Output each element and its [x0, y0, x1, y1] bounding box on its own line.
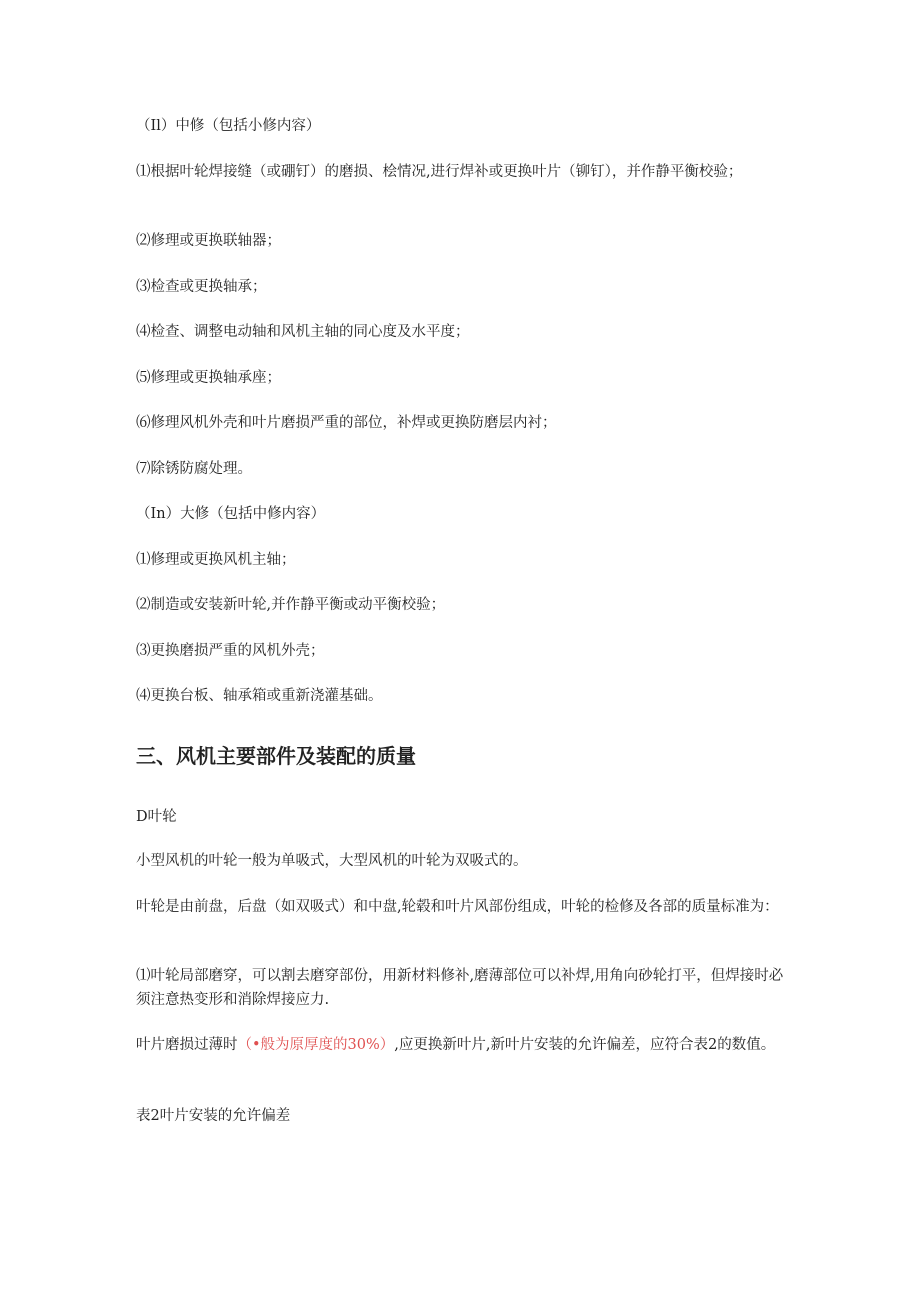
- blade-thickness-note: （•般为原厚度的30%）: [237, 1037, 395, 1053]
- impeller-subtitle: D叶轮: [136, 809, 177, 825]
- medium-repair-item-5: ⑸修理或更换轴承座；: [136, 370, 281, 386]
- major-repair-item-3: ⑶更换磨损严重的风机外壳；: [136, 643, 325, 659]
- section-heading-main-parts: 三、风机主要部件及装配的质量: [136, 744, 416, 768]
- medium-repair-item-1: ⑴根据叶轮焊接缝（或硼钉）的磨损、桧情况,进行焊补或更换叶片（铆钉），并作静平衡校验；: [136, 164, 743, 180]
- major-repair-item-2: ⑵制造或安装新叶轮,并作静平衡或动平衡校验；: [136, 597, 446, 613]
- section-medium-repair-title: （Il）中修（包括小修内容）: [136, 118, 321, 134]
- impeller-paragraph-2: 叶轮是由前盘，后盘（如双吸式）和中盘,轮毂和叶片风部份组成，叶轮的检修及各部的质量标准为：: [136, 899, 779, 915]
- table-caption: 表2叶片安装的允许偏差: [136, 1108, 291, 1124]
- blade-replace-text: ,应更换新叶片,新叶片安装的允许偏差，应符合表2的数值。: [394, 1037, 776, 1053]
- medium-repair-item-6: ⑹修理风机外壳和叶片磨损严重的部位，补焊或更换防磨层内衬；: [136, 415, 557, 431]
- medium-repair-item-2: ⑵修理或更换联轴器；: [136, 233, 281, 249]
- blade-thin-text: 叶片磨损过薄时: [136, 1037, 238, 1053]
- medium-repair-item-7: ⑺除锈防腐处理。: [136, 461, 252, 477]
- section-major-repair-title: （In）大修（包括中修内容）: [136, 506, 326, 522]
- medium-repair-item-3: ⑶检查或更换轴承；: [136, 279, 267, 295]
- major-repair-item-4: ⑷更换台板、轴承箱或重新浇灌基础。: [136, 688, 383, 704]
- impeller-paragraph-1: 小型风机的叶轮一般为单吸式，大型风机的叶轮为双吸式的。: [136, 853, 528, 869]
- impeller-paragraph-3: ⑴叶轮局部磨穿，可以割去磨穿部份，用新材料修补,磨薄部位可以补焊,用角向砂轮打平，但焊接时必须注意热变形和消除焊接应力.: [136, 968, 784, 1008]
- impeller-paragraph-4: [136, 1033, 786, 1057]
- medium-repair-item-4: ⑷检查、调整电动轴和风机主轴的同心度及水平度；: [136, 324, 470, 340]
- major-repair-item-1: ⑴修理或更换风机主轴；: [136, 552, 296, 568]
